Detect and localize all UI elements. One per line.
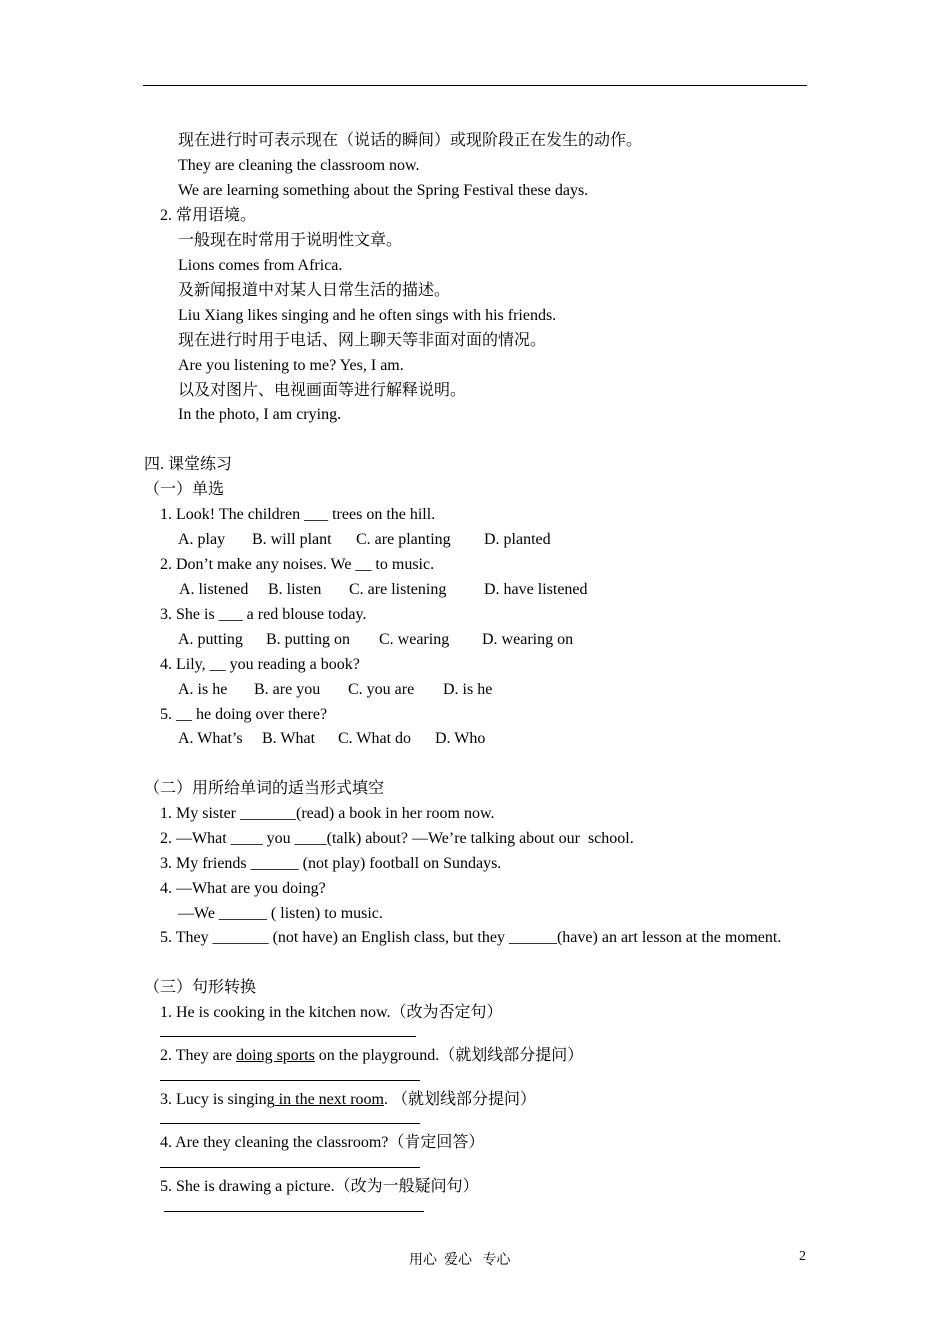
usage-heading: 2. 常用语境。 [160,207,257,224]
mc-question-2: 2. Don’t make any noises. We __ to music. [160,556,435,573]
header-rule [143,85,807,86]
page-number: 2 [799,1249,806,1264]
mc-option: C. you are [348,681,415,698]
answer-line[interactable] [160,1080,420,1081]
answer-line[interactable] [160,1167,420,1168]
intro-line-2: They are cleaning the classroom now. [178,157,420,174]
part2-title: （二）用所给单词的适当形式填空 [144,780,385,797]
fill-question-3: 3. My friends ______ (not play) football on Sundays. [160,855,502,872]
part3-title: （三）句形转换 [144,979,257,996]
page-footer: 用心 爱心 专心 [409,1253,511,1268]
mc-option: C. are listening [349,581,447,598]
mc-option: A. listened [179,581,249,598]
mc-option: B. What [262,730,316,747]
mc-option: C. wearing [379,631,450,648]
mc-option: C. What do [338,730,412,747]
usage-line: Liu Xiang likes singing and he often sings with his friends. [178,307,557,324]
transform-question-1: 1. He is cooking in the kitchen now.（改为否定句） [160,1004,503,1021]
transform-question-3: 3. Lucy is singing in the next room. （就划线部分提问） [160,1091,536,1108]
mc-option: B. will plant [252,531,332,548]
part1-title: （一）单选 [144,481,225,498]
mc-question-3: 3. She is ___ a red blouse today. [160,606,367,623]
underlined-phrase: doing sports [236,1047,315,1064]
transform-question-5: 5. She is drawing a picture.（改为一般疑问句） [160,1178,479,1195]
fill-question-4: 4. —What are you doing? [160,880,326,897]
mc-option: B. are you [254,681,321,698]
mc-option: D. wearing on [482,631,574,648]
mc-option: D. have listened [484,581,588,598]
fill-question-1: 1. My sister _______(read) a book in her room now. [160,805,495,822]
usage-line: Lions comes from Africa. [178,257,343,274]
mc-option: A. What’s [178,730,243,747]
intro-line-1: 现在进行时可表示现在（说话的瞬间）或现阶段正在发生的动作。 [178,132,643,149]
mc-option: A. play [178,531,226,548]
mc-question-5: 5. __ he doing over there? [160,706,328,723]
usage-line: In the photo, I am crying. [178,406,342,423]
mc-option: A. putting [178,631,243,648]
usage-line: 及新闻报道中对某人日常生活的描述。 [178,282,451,299]
transform-question-4: 4. Are they cleaning the classroom?（肯定回答） [160,1134,485,1151]
mc-option: C. are planting [356,531,451,548]
mc-option: B. listen [268,581,322,598]
usage-line: Are you listening to me? Yes, I am. [178,357,404,374]
section-title: 四. 课堂练习 [144,456,233,473]
mc-option: D. planted [484,531,551,548]
mc-question-4: 4. Lily, __ you reading a book? [160,656,360,673]
answer-line[interactable] [164,1211,424,1212]
fill-question-5: 5. They _______ (not have) an English class, but they ______(have) an art lesson at the moment. [160,929,782,946]
mc-option: A. is he [178,681,228,698]
mc-option: D. is he [443,681,493,698]
usage-line: 一般现在时常用于说明性文章。 [178,232,403,249]
fill-question-4-reply: —We ______ ( listen) to music. [178,905,383,922]
mc-question-1: 1. Look! The children ___ trees on the hill. [160,506,436,523]
usage-line: 现在进行时用于电话、网上聊天等非面对面的情况。 [178,332,547,349]
fill-question-2: 2. —What ____ you ____(talk) about? —We’re talking about our school. [160,830,634,847]
usage-line: 以及对图片、电视画面等进行解释说明。 [178,382,467,399]
underlined-phrase: in the next room [274,1091,384,1108]
intro-line-3: We are learning something about the Spring Festival these days. [178,182,589,199]
transform-question-2: 2. They are doing sports on the playground.（就划线部分提问） [160,1047,584,1064]
mc-option: D. Who [435,730,486,747]
mc-option: B. putting on [266,631,351,648]
answer-line[interactable] [160,1123,420,1124]
answer-line[interactable] [160,1036,416,1037]
